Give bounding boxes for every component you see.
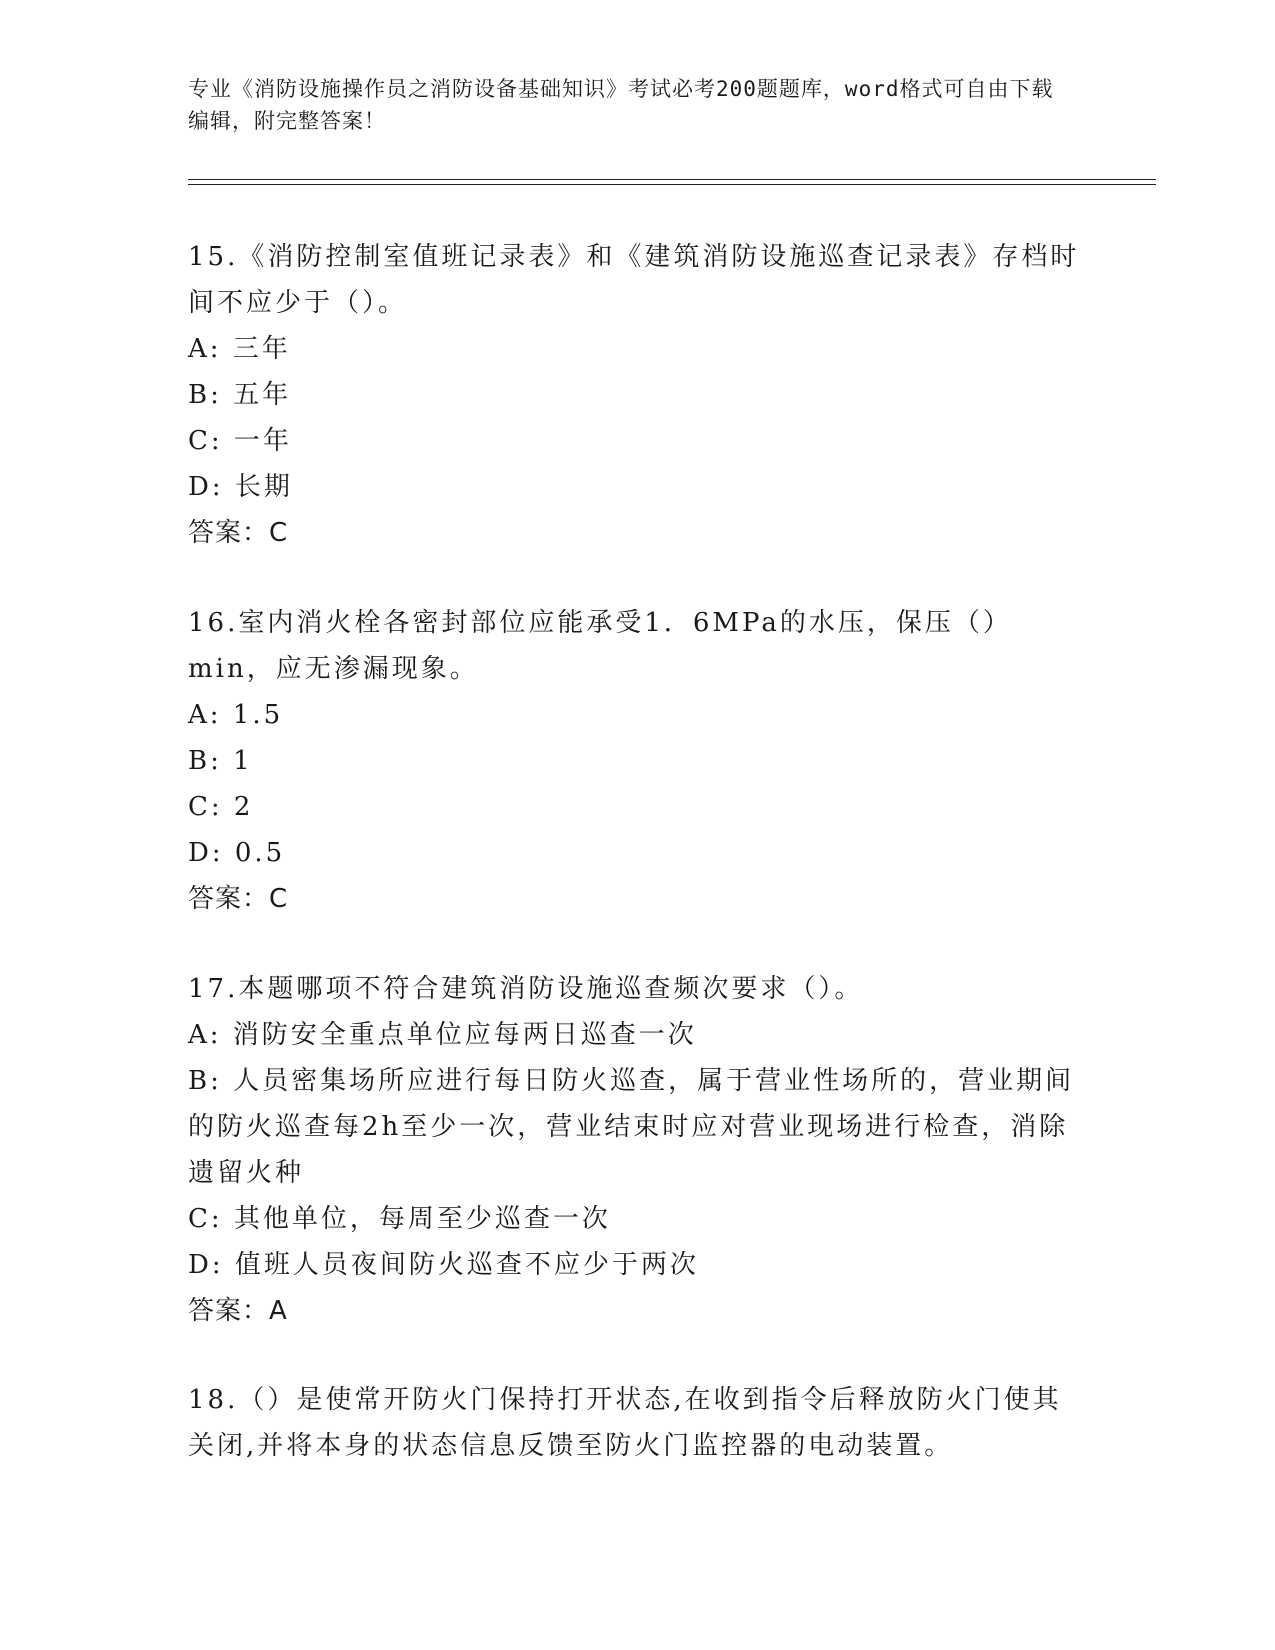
header-divider-bottom [188,184,1156,185]
question-stem: 18.（）是使常开防火门保持打开状态,在收到指令后释放防火门使其关闭,并将本身的状态信息反馈至防火门监控器的电动装置。 [188,1385,1062,1461]
option-a: A: 消防安全重点单位应每两日巡查一次 [188,1020,697,1050]
question-stem: 17.本题哪项不符合建筑消防设施巡查频次要求（）。 [188,974,864,1004]
option-d: D: 长期 [188,472,293,502]
question-15 [188,234,1088,556]
question-18 [188,1377,1088,1469]
option-c: C: 其他单位，每周至少巡查一次 [188,1204,611,1234]
document-intro: 专业《消防设施操作员之消防设备基础知识》考试必考200题题库，word格式可自由下载编辑，附完整答案！ [188,77,1054,133]
option-b: B: 五年 [188,380,292,410]
option-d: D: 0.5 [188,838,286,868]
option-c: C: 2 [188,792,254,822]
header-divider-top [188,179,1156,180]
question-stem: 15.《消防控制室值班记录表》和《建筑消防设施巡查记录表》存档时间不应少于（）。 [188,242,1080,318]
answer-line: 答案：C [188,884,289,914]
option-a: A: 三年 [188,334,291,364]
option-d: D: 值班人员夜间防火巡查不应少于两次 [188,1250,699,1280]
question-16 [188,600,1088,922]
option-a: A: 1.5 [188,700,284,730]
question-stem: 16.室内消火栓各密封部位应能承受1．6MPa的水压，保压（）min，应无渗漏现象。 [188,608,1012,684]
option-b: B: 人员密集场所应进行每日防火巡查，属于营业性场所的，营业期间的防火巡查每2h至少一次，营业结束时应对营业现场进行检查，消除遗留火种 [188,1066,1075,1188]
option-b: B: 1 [188,746,253,776]
option-c: C: 一年 [188,426,292,456]
answer-line: 答案：A [188,1296,288,1326]
answer-line: 答案：C [188,518,289,548]
question-17 [188,966,1088,1334]
